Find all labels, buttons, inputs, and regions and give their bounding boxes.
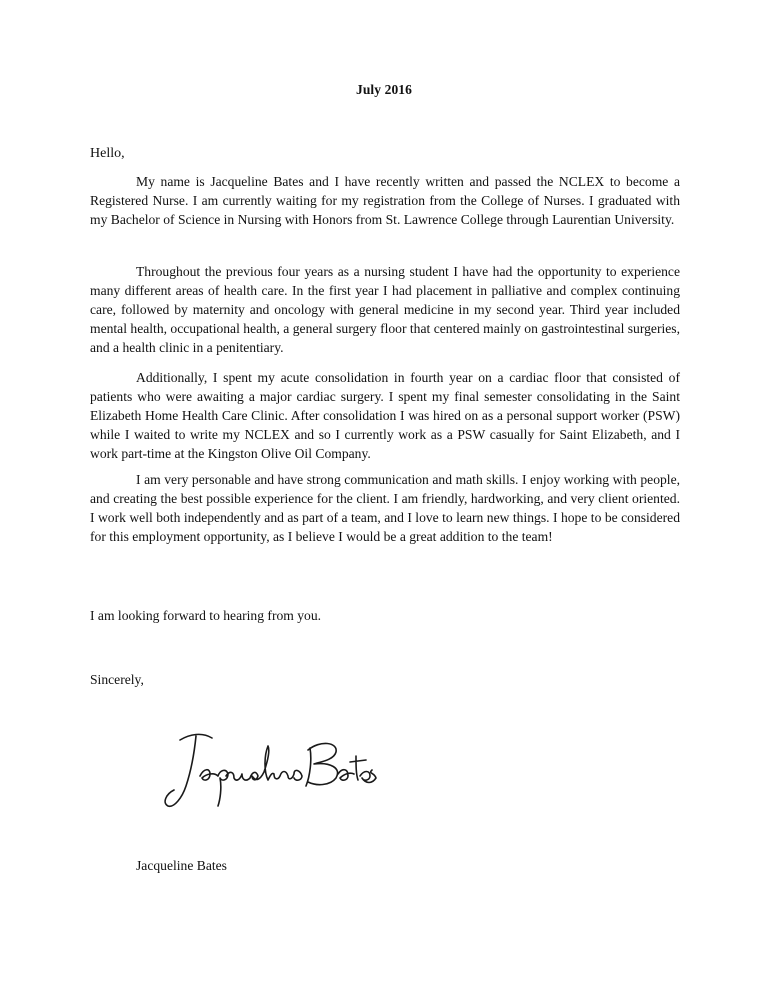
signer-name: Jacqueline Bates <box>136 858 227 873</box>
body-paragraph-4: I am very personable and have strong communication and math skills. I enjoy working with people, and creating the best possible experience for the client. I am friendly, hardworking, and very client oriented. I work well both independently and as part of a team, and I love to learn new things. I hope to be considered for this employment opportunity, as I believe I would be a great addition to the team! <box>90 472 680 544</box>
body-paragraph-1: My name is Jacqueline Bates and I have recently written and passed the NCLEX to become a Registered Nurse. I am currently waiting for my registration from the College of Nurses. I graduated with my Bachelor of Science in Nursing with Honors from St. Lawrence College through Laurentian University. <box>90 174 680 227</box>
body-paragraph-3: Additionally, I spent my acute consolidation in fourth year on a cardiac floor that consisted of patients who were awaiting a major cardiac surgery. I spent my final semester consolidating in the Saint Elizabeth Home Health Care Clinic. After consolidation I was hired on as a personal support worker (PSW) while I waited to write my NCLEX and so I currently work as a PSW casually for Saint Elizabeth, and I work part-time at the Kingston Olive Oil Company. <box>90 370 680 461</box>
signoff: Sincerely, <box>90 672 144 687</box>
body-paragraph-2: Throughout the previous four years as a nursing student I have had the opportunity to experience many different areas of health care. In the first year I had placement in palliative and complex continuing care, followed by maternity and oncology with general medicine in my second year. Third year included mental health, occupational health, a general surgery floor that centered mainly on gastrointestinal surgeries, and a health clinic in a penitentiary. <box>90 264 680 355</box>
letter-date: July 2016 <box>355 82 413 97</box>
greeting: Hello, <box>90 146 125 161</box>
handwritten-signature <box>160 726 380 816</box>
closing-line: I am looking forward to hearing from you. <box>90 608 322 623</box>
